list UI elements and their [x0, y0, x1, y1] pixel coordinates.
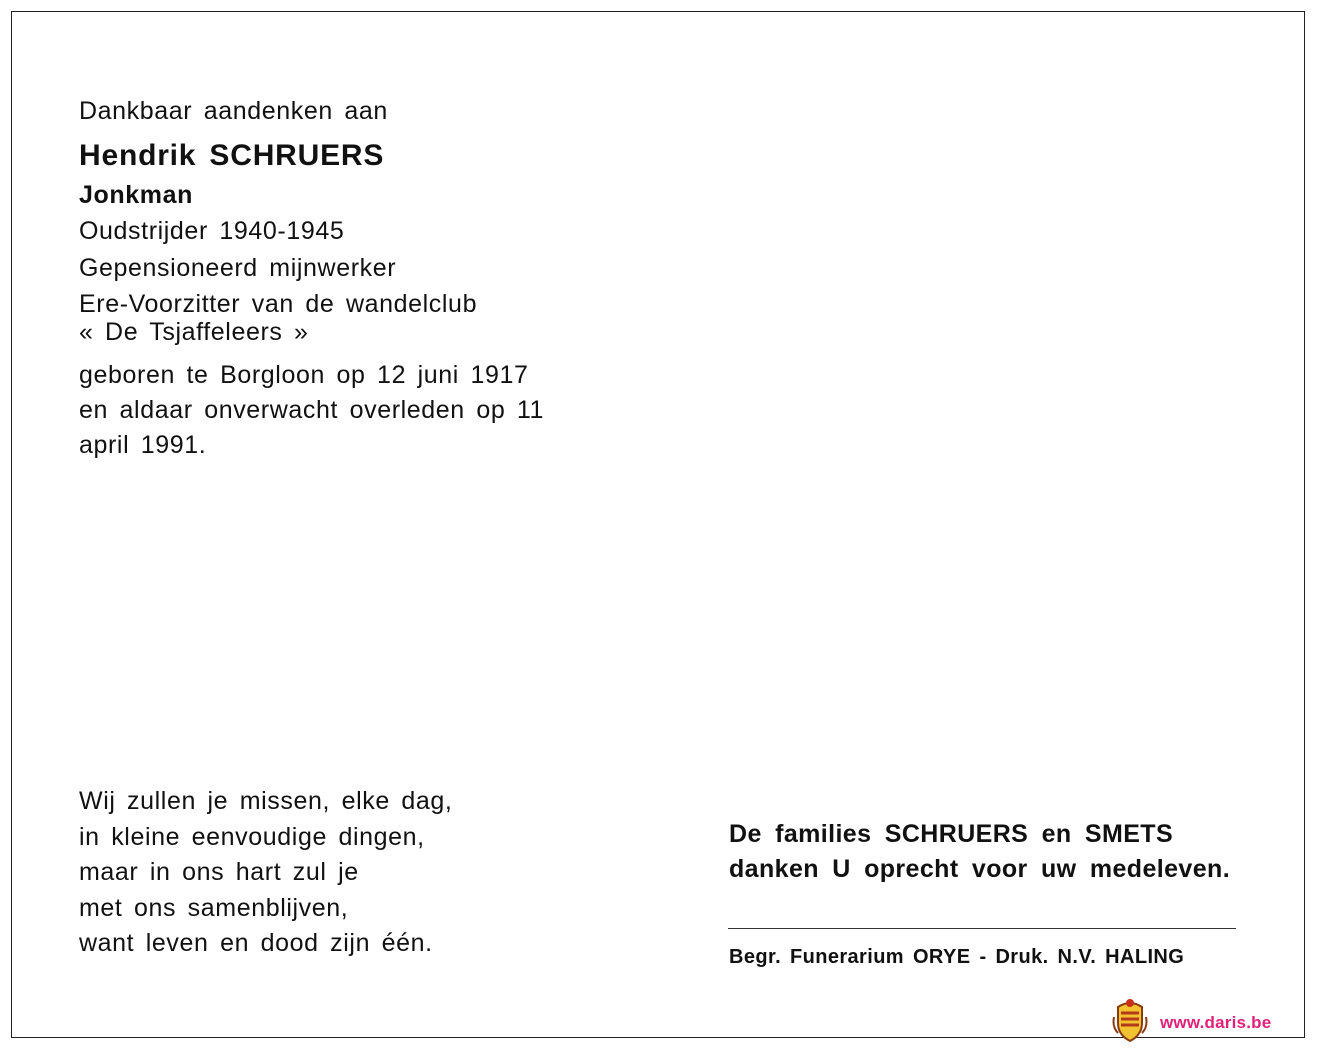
watermark-url[interactable]: www.daris.be	[1160, 1013, 1272, 1032]
detail-line: Oudstrijder 1940-1945	[79, 217, 345, 245]
detail-line: « De Tsjaffeleers »	[79, 318, 309, 346]
poem-line: Wij zullen je missen, elke dag,	[79, 787, 453, 815]
divider	[728, 928, 1236, 929]
detail-line: Gepensioneerd mijnwerker	[79, 254, 397, 282]
poem-line: in kleine eenvoudige dingen,	[79, 823, 425, 851]
printer-credit: Begr. Funerarium ORYE - Druk. N.V. HALING	[729, 946, 1185, 968]
thanks-line: De families SCHRUERS en SMETS	[729, 820, 1174, 848]
deceased-name: Hendrik SCHRUERS	[79, 139, 385, 172]
poem-line: met ons samenblijven,	[79, 894, 349, 922]
poem-line: maar in ons hart zul je	[79, 858, 359, 886]
thanks-line: danken U oprecht voor uw medeleven.	[729, 855, 1231, 883]
intro-text: Dankbaar aandenken aan	[79, 97, 388, 125]
birth-death-line: april 1991.	[79, 431, 207, 459]
birth-death-line: en aldaar onverwacht overleden op 11	[79, 396, 545, 424]
marital-status: Jonkman	[79, 181, 193, 209]
coat-of-arms-icon[interactable]	[1112, 997, 1148, 1043]
detail-line: Ere-Voorzitter van de wandelclub	[79, 290, 478, 318]
birth-death-line: geboren te Borgloon op 12 juni 1917	[79, 361, 529, 389]
poem-line: want leven en dood zijn één.	[79, 929, 433, 957]
